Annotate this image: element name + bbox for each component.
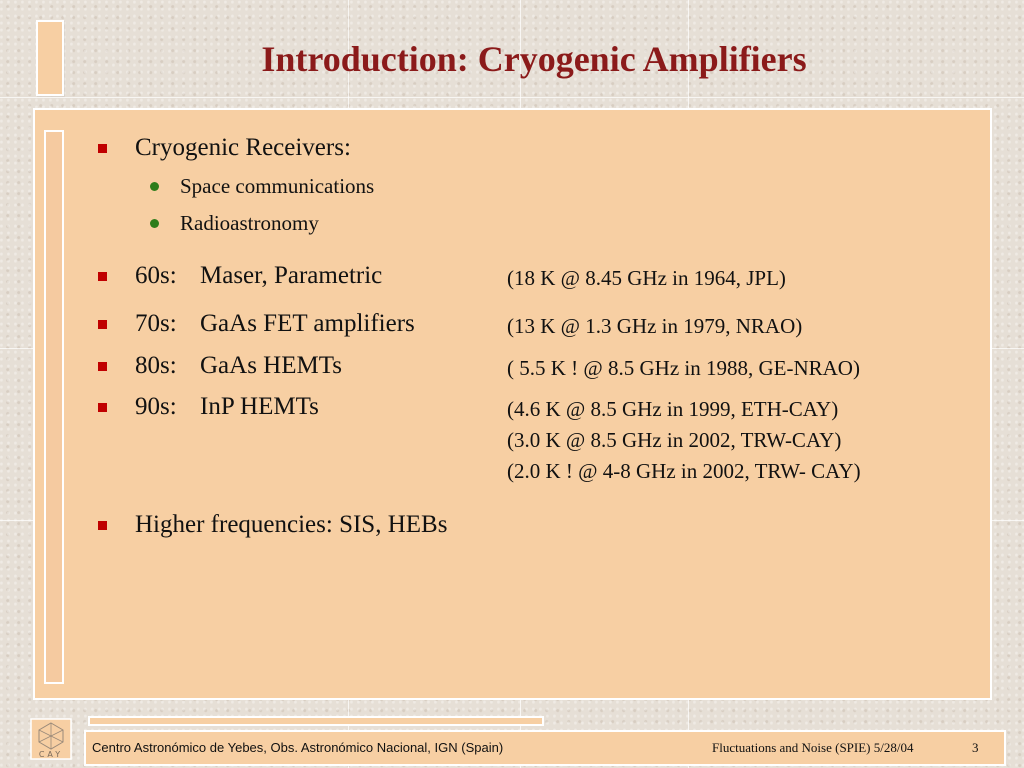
- decade-label: 80s:: [135, 352, 177, 379]
- decade-row-60s: [135, 262, 382, 290]
- decade-row-90s: [135, 393, 319, 421]
- decade-row-70s: [135, 310, 415, 338]
- page-number: 3: [972, 740, 979, 755]
- decade-note-text: (18 K @ 8.45 GHz in 1964, JPL): [507, 266, 786, 290]
- decade-note-text: (3.0 K @ 8.5 GHz in 2002, TRW-CAY): [507, 428, 842, 452]
- square-bullet-icon: [98, 362, 107, 371]
- background-gridline: [0, 97, 1024, 98]
- bullet-text: Cryogenic Receivers:: [135, 134, 351, 161]
- decade-note-text: (2.0 K ! @ 4-8 GHz in 2002, TRW- CAY): [507, 459, 861, 483]
- round-bullet-icon: [150, 219, 159, 228]
- square-bullet-icon: [98, 521, 107, 530]
- decade-note-text: ( 5.5 K ! @ 8.5 GHz in 1988, GE-NRAO): [507, 356, 860, 380]
- sub-bullet-radio: [180, 211, 319, 236]
- square-bullet-icon: [98, 272, 107, 281]
- square-bullet-icon: [98, 403, 107, 412]
- technology-label: GaAs FET amplifiers: [200, 310, 415, 337]
- content-accent-strip: [44, 130, 64, 684]
- bullet-higher-frequencies: [135, 511, 447, 539]
- decade-label: 70s:: [135, 310, 177, 337]
- bullet-text: Higher frequencies: SIS, HEBs: [135, 511, 448, 538]
- round-bullet-icon: [150, 182, 159, 191]
- decade-label: 60s:: [135, 262, 177, 289]
- sub-bullet-space: [180, 174, 374, 199]
- square-bullet-icon: [98, 144, 107, 153]
- decade-note-text: (13 K @ 1.3 GHz in 1979, NRAO): [507, 314, 803, 338]
- footer-institution: Centro Astronómico de Yebes, Obs. Astronómico Nacional, IGN (Spain): [92, 740, 504, 755]
- bullet-receivers: [135, 134, 351, 162]
- logo-text: CAY: [38, 750, 64, 759]
- decade-label: 90s:: [135, 393, 177, 420]
- footer-event-date: Fluctuations and Noise (SPIE) 5/28/04: [712, 740, 914, 755]
- footer-accent-bar: [88, 716, 544, 726]
- decade-note: [507, 397, 838, 422]
- technology-label: Maser, Parametric: [200, 262, 383, 289]
- decade-row-80s: [135, 352, 342, 380]
- decade-note: [507, 356, 860, 381]
- technology-label: GaAs HEMTs: [200, 352, 342, 379]
- decade-note: [507, 266, 786, 291]
- decade-note: [507, 428, 841, 453]
- technology-label: InP HEMTs: [200, 393, 319, 420]
- sub-bullet-text: Radioastronomy: [180, 211, 319, 235]
- decade-note-text: (4.6 K @ 8.5 GHz in 1999, ETH-CAY): [507, 397, 839, 421]
- decade-note: [507, 314, 802, 339]
- sub-bullet-text: Space communications: [180, 174, 375, 198]
- slide-title: Introduction: Cryogenic Amplifiers: [261, 39, 807, 79]
- decade-note: [507, 459, 861, 484]
- cay-logo-icon: [30, 718, 72, 760]
- square-bullet-icon: [98, 320, 107, 329]
